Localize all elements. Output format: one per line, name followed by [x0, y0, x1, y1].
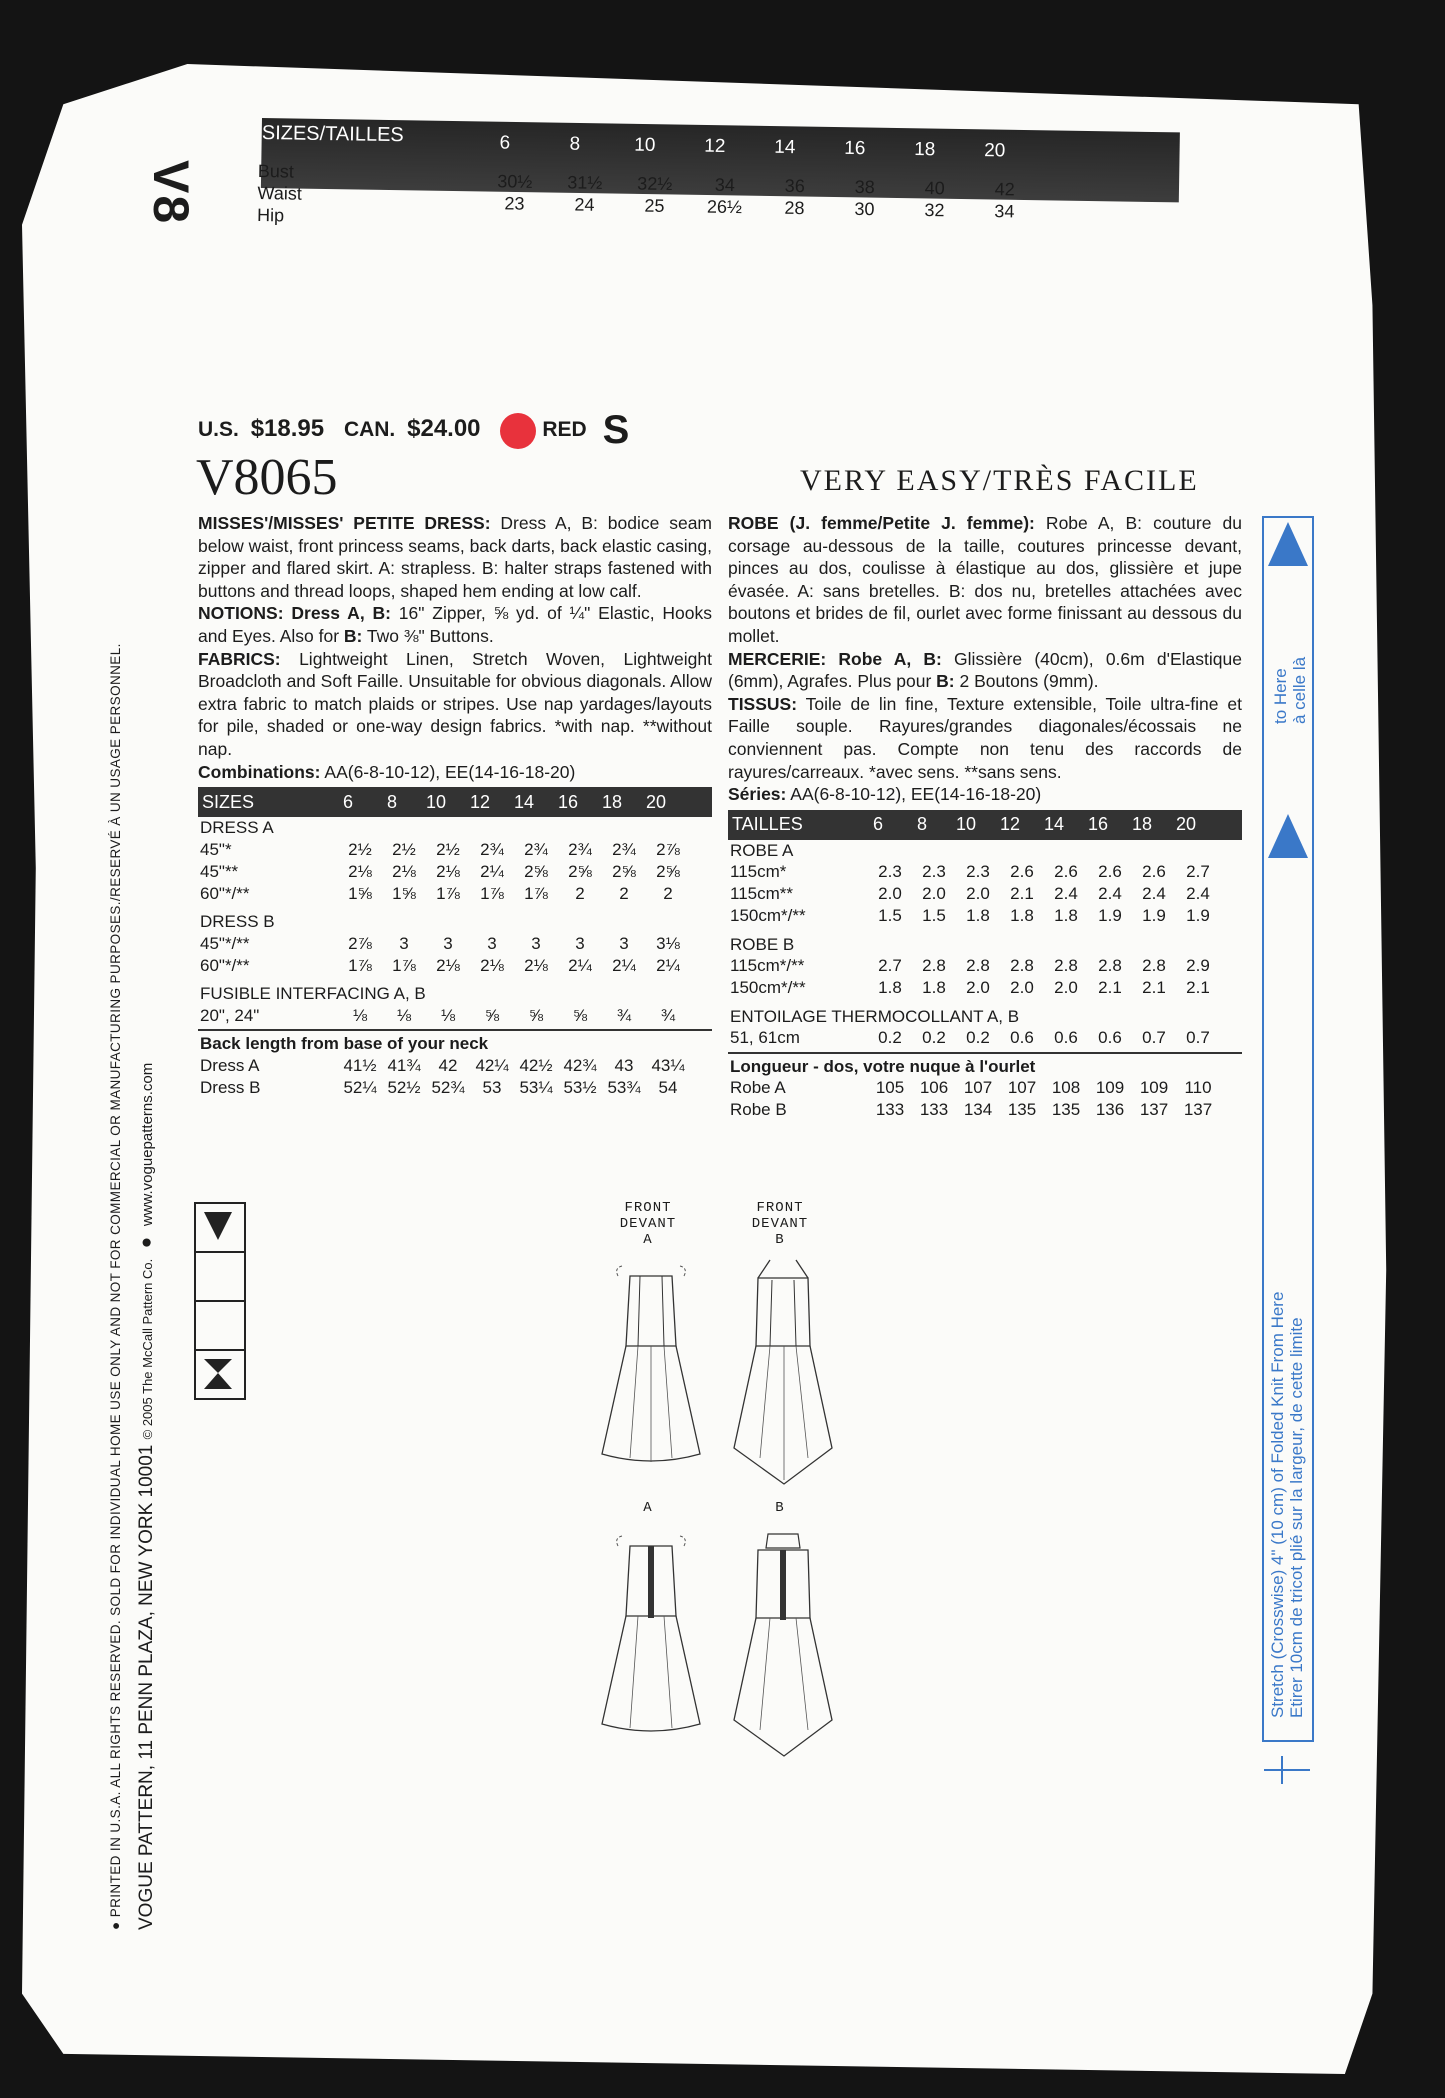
- table-cell: 2½: [392, 839, 416, 859]
- table-row: [198, 933, 712, 955]
- table-row: [198, 1077, 712, 1099]
- table-cell: 2¼: [568, 955, 592, 975]
- table-cell: 2.3: [878, 862, 902, 882]
- measurement-value: 34: [994, 201, 1015, 222]
- row-label: Dress A: [200, 1055, 260, 1075]
- table-header-size: 14: [513, 791, 535, 812]
- table-cell: 2.4: [1186, 884, 1210, 904]
- table-cell: ⅝: [528, 1005, 544, 1025]
- table-cell: 53¾: [607, 1077, 641, 1097]
- table-cell: 133: [919, 1100, 949, 1120]
- table-cell: 2.4: [1142, 884, 1166, 904]
- table-cell: 1.5: [922, 906, 946, 926]
- table-cell: 3: [443, 933, 453, 953]
- us-price: $18.95: [250, 415, 325, 443]
- table-cell: 2.3: [966, 862, 990, 882]
- strip-size: 14: [774, 136, 796, 159]
- table-cell: 2: [663, 883, 673, 903]
- table-section-title: DRESS B: [200, 912, 275, 932]
- table-cell: 52½: [387, 1077, 421, 1097]
- table-header-size: 10: [425, 791, 447, 812]
- row-label: 115cm*/**: [730, 956, 805, 976]
- table-section-title: ROBE B: [730, 934, 795, 954]
- table-cell: 0.7: [1142, 1028, 1166, 1048]
- table-cell: 0.6: [1010, 1028, 1034, 1048]
- table-header-size: 10: [955, 814, 977, 835]
- table-cell: 2.7: [878, 956, 902, 976]
- table-cell: 0.2: [922, 1028, 946, 1048]
- table-cell: 2.8: [1054, 956, 1078, 976]
- table-row: [728, 1100, 1242, 1122]
- table-row: [198, 1005, 712, 1027]
- table-cell: 2¼: [656, 955, 680, 975]
- row-label: 51, 61cm: [730, 1028, 800, 1048]
- table-cell: ¾: [660, 1005, 676, 1025]
- table-cell: 2.1: [1186, 978, 1210, 998]
- table-header-size: 16: [557, 791, 579, 812]
- table-cell: 2.1: [1142, 978, 1166, 998]
- table-section-title: FUSIBLE INTERFACING A, B: [200, 984, 426, 1004]
- table-cell: 2¾: [612, 839, 636, 859]
- back-b-dress-drawing: [728, 1530, 838, 1760]
- table-cell: 1.8: [878, 978, 902, 998]
- french-fabrics: TISSUS: Toile de lin fine, Texture extensible, Toile ultra-fine et Faille souple. Rayures/grandes diagonales/écossais ne conviennent pas. Compte non tenu des raccords de rayures/carreaux. *avec sens. **sans sens.: [728, 693, 1242, 782]
- table-cell: 2¾: [480, 839, 504, 859]
- table-cell: 2: [619, 883, 629, 903]
- table-cell: 1.9: [1098, 906, 1122, 926]
- hourglass-icon: [196, 1351, 244, 1398]
- table-cell: 1.8: [966, 906, 990, 926]
- french-description: ROBE (J. femme/Petite J. femme): Robe A, B: couture du corsage au-dessous de la taille, coutures princesse devant, pinces au dos, coulisse à élastique au dos, glissière et jupe évasée. A: sans bretelles. B: dos nu, bretelles attachées avec boutons et brides de fil, ourlet avec forme finissant au dessous du mollet.: [728, 513, 1242, 646]
- table-header-size: 18: [1131, 814, 1153, 835]
- strip-size: 8: [569, 133, 581, 155]
- table-cell: 2.4: [1054, 884, 1078, 904]
- table-cell: 1.9: [1142, 906, 1166, 926]
- measurement-label: Hip: [256, 204, 285, 226]
- table-cell: 3: [619, 933, 629, 953]
- table-cell: ⅛: [440, 1005, 456, 1025]
- table-cell: 2⅝: [568, 861, 592, 881]
- measurement-label: Bust: [257, 160, 295, 182]
- measurement-value: 30: [854, 198, 875, 220]
- table-cell: 42: [438, 1055, 458, 1075]
- table-cell: 3: [531, 933, 541, 953]
- measurement-value: 32: [924, 199, 945, 221]
- table-cell: 1⅝: [392, 883, 416, 903]
- table-cell: 1.8: [1010, 906, 1034, 926]
- table-cell: 135: [1007, 1100, 1037, 1120]
- measurement-value: [829, 236, 899, 237]
- table-cell: 2.6: [1054, 862, 1078, 882]
- table-row: [198, 861, 712, 883]
- can-price: $24.00: [407, 415, 481, 443]
- front-b-dress-drawing: [728, 1258, 838, 1488]
- table-header-size: 8: [916, 814, 927, 835]
- table-cell: 2⅝: [612, 861, 636, 881]
- english-combinations: Combinations: AA(6-8-10-12), EE(14-16-18-20): [198, 761, 576, 782]
- strip-size: 18: [914, 138, 936, 161]
- measurement-value: 42: [994, 179, 1015, 200]
- measurement-values: [479, 170, 1040, 245]
- row-label: 150cm*/**: [730, 978, 806, 998]
- row-label: 45"*: [200, 839, 232, 859]
- back-a-label: A: [643, 1500, 653, 1516]
- measurement-value: [759, 235, 829, 236]
- table-cell: 135: [1051, 1100, 1081, 1120]
- table-cell: 2⅝: [524, 861, 548, 881]
- measurement-value: 28: [784, 197, 805, 219]
- front-a-label: FRONT DEVANT A: [619, 1200, 677, 1248]
- legal-line: ● PRINTED IN U.S.A. ALL RIGHTS RESERVED. SOLD FOR INDIVIDUAL HOME USE ONLY AND NOT FOR COMMERCIAL OR MANUFACTURING PURPOSES./RESERVÉ À UN USAGE PERSONNEL.: [108, 643, 123, 1930]
- measurement-value: [899, 238, 969, 239]
- table-cell: 110: [1184, 1078, 1212, 1098]
- table-cell: 2⅛: [524, 955, 548, 975]
- table-cell: 2⅞: [656, 839, 680, 859]
- measurement-value: 32½: [637, 173, 673, 195]
- measurement-value: 30½: [497, 171, 533, 192]
- table-cell: ⅝: [484, 1005, 500, 1025]
- strip-size: 12: [704, 135, 726, 158]
- stretch-label: Stretch (Crosswise) 4" (10 cm) of Folded Knit From Here Etirer 10cm de tricot plié sur la largeur, de cette limite: [1268, 1291, 1306, 1718]
- table-header-size: 20: [1175, 814, 1197, 835]
- table-cell: ⅛: [396, 1005, 412, 1025]
- table-cell: 2⅞: [348, 933, 372, 953]
- table-cell: 1.8: [922, 978, 946, 998]
- row-label: 150cm*/**: [730, 906, 806, 926]
- measurement-value: 26½: [706, 196, 743, 218]
- table-cell: 2.3: [922, 862, 946, 882]
- table-header-size: 12: [469, 791, 491, 812]
- table-cell: 2¾: [568, 839, 592, 859]
- table-row: [728, 862, 1242, 884]
- table-cell: 2.6: [1010, 862, 1034, 882]
- measurement-value: 36: [784, 175, 805, 197]
- table-cell: 52¾: [431, 1077, 465, 1097]
- row-label: 45"**: [200, 861, 239, 881]
- table-cell: 133: [875, 1100, 905, 1120]
- table-cell: 0.2: [878, 1028, 902, 1048]
- table-divider: [198, 1029, 712, 1031]
- table-cell: 2⅝: [656, 861, 680, 881]
- table-cell: 2.8: [966, 956, 990, 976]
- table-cell: 1⅞: [436, 883, 460, 903]
- french-combinations: Séries: AA(6-8-10-12), EE(14-16-18-20): [728, 784, 1042, 805]
- notch-symbols: [194, 1202, 246, 1400]
- table-cell: 108: [1051, 1078, 1081, 1098]
- table-cell: 107: [1007, 1078, 1037, 1098]
- measurement-labels: [257, 160, 302, 227]
- measurement-value: 38: [854, 176, 875, 198]
- table-cell: 2¼: [612, 955, 636, 975]
- table-header-size: 12: [999, 814, 1021, 835]
- price-line: [198, 408, 629, 453]
- table-cell: 2½: [436, 839, 460, 859]
- table-row: [728, 956, 1242, 978]
- triangle-down-icon: [196, 1204, 244, 1253]
- table-cell: 2.9: [1186, 956, 1210, 976]
- can-label: CAN.: [343, 418, 396, 442]
- table-header-size: 8: [386, 791, 397, 812]
- strip-title: SIZES/TAILLES: [261, 122, 404, 147]
- table-section-title: ENTOILAGE THERMOCOLLANT A, B: [730, 1006, 1020, 1026]
- row-label: 60"*/**: [200, 955, 250, 975]
- table-row: [728, 906, 1242, 928]
- arrow-up-icon: [1268, 814, 1308, 858]
- measurement-value: 23: [504, 193, 525, 214]
- table-cell: 53¼: [519, 1077, 553, 1097]
- strip-size: 16: [844, 137, 866, 160]
- table-header-size: 6: [872, 814, 883, 835]
- table-cell: 2.0: [966, 978, 990, 998]
- table-row: [198, 955, 712, 977]
- strip-size: 20: [984, 140, 1006, 162]
- table-cell: 53: [482, 1077, 502, 1097]
- table-cell: 3: [487, 933, 497, 953]
- measurement-value: 31½: [567, 172, 603, 193]
- table-cell: 137: [1139, 1100, 1169, 1120]
- measurement-value: 24: [574, 194, 595, 215]
- row-label: 115cm**: [730, 884, 793, 904]
- row-label: Robe A: [730, 1078, 786, 1098]
- table-cell: ¾: [616, 1005, 632, 1025]
- table-cell: 134: [963, 1100, 993, 1120]
- measurement-value: [549, 232, 619, 233]
- table-cell: 2⅛: [348, 861, 372, 881]
- front-b-label: FRONT DEVANT B: [751, 1200, 809, 1248]
- table-header-size: 6: [342, 791, 353, 812]
- table-cell: 137: [1183, 1100, 1213, 1120]
- table-cell: 2.0: [966, 884, 990, 904]
- table-cell: 2⅛: [392, 861, 416, 881]
- us-label: U.S.: [198, 418, 239, 442]
- table-cell: 2.0: [1010, 978, 1034, 998]
- measurement-value: 25: [644, 195, 665, 216]
- back-length-title: Back length from base of your neck: [200, 1034, 489, 1054]
- table-cell: 2.8: [922, 956, 946, 976]
- table-cell: 43: [614, 1055, 634, 1075]
- measurement-value: [619, 233, 689, 234]
- table-row: [198, 883, 712, 905]
- measurement-value: [689, 234, 759, 235]
- table-row: [728, 1028, 1242, 1050]
- english-column: [198, 512, 712, 1099]
- row-label: 60"*/**: [200, 883, 250, 903]
- table-cell: 1⅝: [348, 883, 372, 903]
- row-label: 115cm*: [730, 862, 787, 882]
- english-yardage-table: [198, 787, 712, 1099]
- table-header-size: 20: [645, 791, 667, 812]
- table-cell: 2.6: [1142, 862, 1166, 882]
- table-cell: 2.0: [1054, 978, 1078, 998]
- table-cell: 109: [1139, 1078, 1169, 1098]
- table-cell: 2.8: [1142, 956, 1166, 976]
- table-cell: 1.5: [878, 906, 902, 926]
- back-b-label: B: [775, 1500, 785, 1516]
- table-cell: 2½: [348, 839, 372, 859]
- table-cell: 41¾: [387, 1055, 421, 1075]
- table-cell: 0.7: [1186, 1028, 1210, 1048]
- table-section-title: ROBE A: [730, 840, 794, 860]
- table-cell: 109: [1095, 1078, 1125, 1098]
- measurement-label: Waist: [257, 182, 302, 204]
- measurement-value: 40: [924, 177, 945, 199]
- table-cell: 1⅞: [392, 955, 416, 975]
- table-cell: 1⅞: [480, 883, 504, 903]
- table-cell: 1⅞: [348, 955, 372, 975]
- row-label: 20", 24": [200, 1005, 260, 1025]
- table-cell: 2.1: [1098, 978, 1122, 998]
- row-label: Robe B: [730, 1100, 787, 1120]
- measurement-value: [479, 231, 549, 232]
- front-a-dress-drawing: [596, 1258, 706, 1478]
- table-divider: [728, 1052, 1242, 1054]
- table-cell: 136: [1095, 1100, 1125, 1120]
- table-cell: 2.8: [1098, 956, 1122, 976]
- english-notions: NOTIONS: Dress A, B: 16" Zipper, ⅝ yd. of ¼" Elastic, Hooks and Eyes. Also for B: Two ⅜" Buttons.: [198, 603, 712, 646]
- red-dot-icon: [500, 413, 536, 449]
- table-header-size: 14: [1043, 814, 1065, 835]
- table-row: [198, 1055, 712, 1077]
- table-row: [728, 884, 1242, 906]
- table-header-size: 16: [1087, 814, 1109, 835]
- strip-size: 6: [499, 132, 511, 154]
- table-cell: 107: [963, 1078, 993, 1098]
- measurement-value: 34: [714, 174, 735, 196]
- table-cell: 1.8: [1054, 906, 1078, 926]
- english-description: MISSES'/MISSES' PETITE DRESS: Dress A, B: bodice seam below waist, front princess seams, back darts, back elastic casing, zipper and flared skirt. A: strapless. B: halter straps fastened with buttons and thread loops, shaped hem ending at low calf.: [198, 513, 712, 601]
- row-label: 45"*/**: [200, 933, 250, 953]
- table-cell: 106: [919, 1078, 949, 1098]
- french-notions: MERCERIE: Robe A, B: Glissière (40cm), 0.6m d'Elastique (6mm), Agrafes. Plus pour B: 2 Boutons (9mm).: [728, 648, 1242, 692]
- table-cell: 2.4: [1098, 884, 1122, 904]
- table-section-title: DRESS A: [200, 818, 274, 838]
- table-cell: 2.0: [922, 884, 946, 904]
- table-cell: 2⅛: [436, 955, 460, 975]
- table-cell: 1⅞: [524, 883, 548, 903]
- strip-size: 10: [634, 134, 656, 156]
- table-cell: 43¼: [651, 1055, 685, 1075]
- to-here-label: to Here à celle là: [1271, 656, 1309, 724]
- blank-cell: [196, 1302, 244, 1351]
- french-column: [728, 512, 1242, 1122]
- table-cell: 3: [399, 933, 409, 953]
- table-cell: 2.8: [1010, 956, 1034, 976]
- gauge-end-mark: [1262, 1750, 1312, 1790]
- table-row: [198, 839, 712, 861]
- table-cell: 53½: [563, 1077, 597, 1097]
- table-cell: 2.1: [1010, 884, 1034, 904]
- table-cell: 2.7: [1186, 862, 1210, 882]
- table-cell: 0.6: [1098, 1028, 1122, 1048]
- row-label: Dress B: [200, 1077, 261, 1097]
- english-fabrics: FABRICS: Lightweight Linen, Stretch Woven, Lightweight Broadcloth and Soft Faille. Unsuitable for obvious diagonals. Allow extra fabric to match plaids or stripes. Use nap yardages/layouts for pile, shaded or one-way design fabrics. *with nap. **without nap.: [198, 648, 712, 759]
- vertical-tag: V8: [143, 160, 199, 226]
- table-cell: 54: [658, 1077, 678, 1097]
- measurement-value: [969, 239, 1039, 240]
- table-cell: ⅛: [352, 1005, 368, 1025]
- table-cell: ⅝: [572, 1005, 588, 1025]
- table-cell: 42½: [519, 1055, 553, 1075]
- size-code: S: [602, 408, 630, 452]
- table-row: [728, 1078, 1242, 1100]
- table-header: [198, 787, 712, 817]
- table-cell: 2: [575, 883, 585, 903]
- french-yardage-table: [728, 810, 1242, 1122]
- table-cell: 2⅛: [480, 955, 504, 975]
- back-length-title: Longueur - dos, votre nuque à l'ourlet: [730, 1056, 1036, 1076]
- table-cell: 2¾: [524, 839, 548, 859]
- table-cell: 0.2: [966, 1028, 990, 1048]
- table-cell: 3: [575, 933, 585, 953]
- pattern-number: V8065: [196, 449, 338, 506]
- color-code: RED: [542, 418, 587, 442]
- table-header: [728, 810, 1242, 840]
- table-cell: 2⅛: [436, 861, 460, 881]
- table-cell: 42¼: [475, 1055, 509, 1075]
- table-cell: 0.6: [1054, 1028, 1078, 1048]
- table-cell: 2¼: [480, 861, 504, 881]
- table-cell: 42¾: [563, 1055, 597, 1075]
- publisher-line: VOGUE PATTERN, 11 PENN PLAZA, NEW YORK 10001 © 2005 The McCall Pattern Co. ● www.voguepatterns.com: [136, 1062, 157, 1930]
- table-header-size: 18: [601, 791, 623, 812]
- table-cell: 105: [875, 1078, 905, 1098]
- blank-cell: [196, 1253, 244, 1302]
- arrow-up-icon: [1268, 522, 1308, 566]
- table-cell: 2.0: [878, 884, 902, 904]
- table-cell: 52¼: [343, 1077, 377, 1097]
- table-header-label: SIZES: [202, 791, 255, 812]
- table-header-label: TAILLES: [732, 814, 803, 835]
- table-cell: 41½: [343, 1055, 377, 1075]
- table-cell: 3⅛: [656, 933, 680, 953]
- table-cell: 1.9: [1186, 906, 1210, 926]
- difficulty-label: VERY EASY/TRÈS FACILE: [800, 464, 1199, 497]
- table-cell: 2.6: [1098, 862, 1122, 882]
- back-a-dress-drawing: [596, 1530, 706, 1750]
- table-row: [728, 978, 1242, 1000]
